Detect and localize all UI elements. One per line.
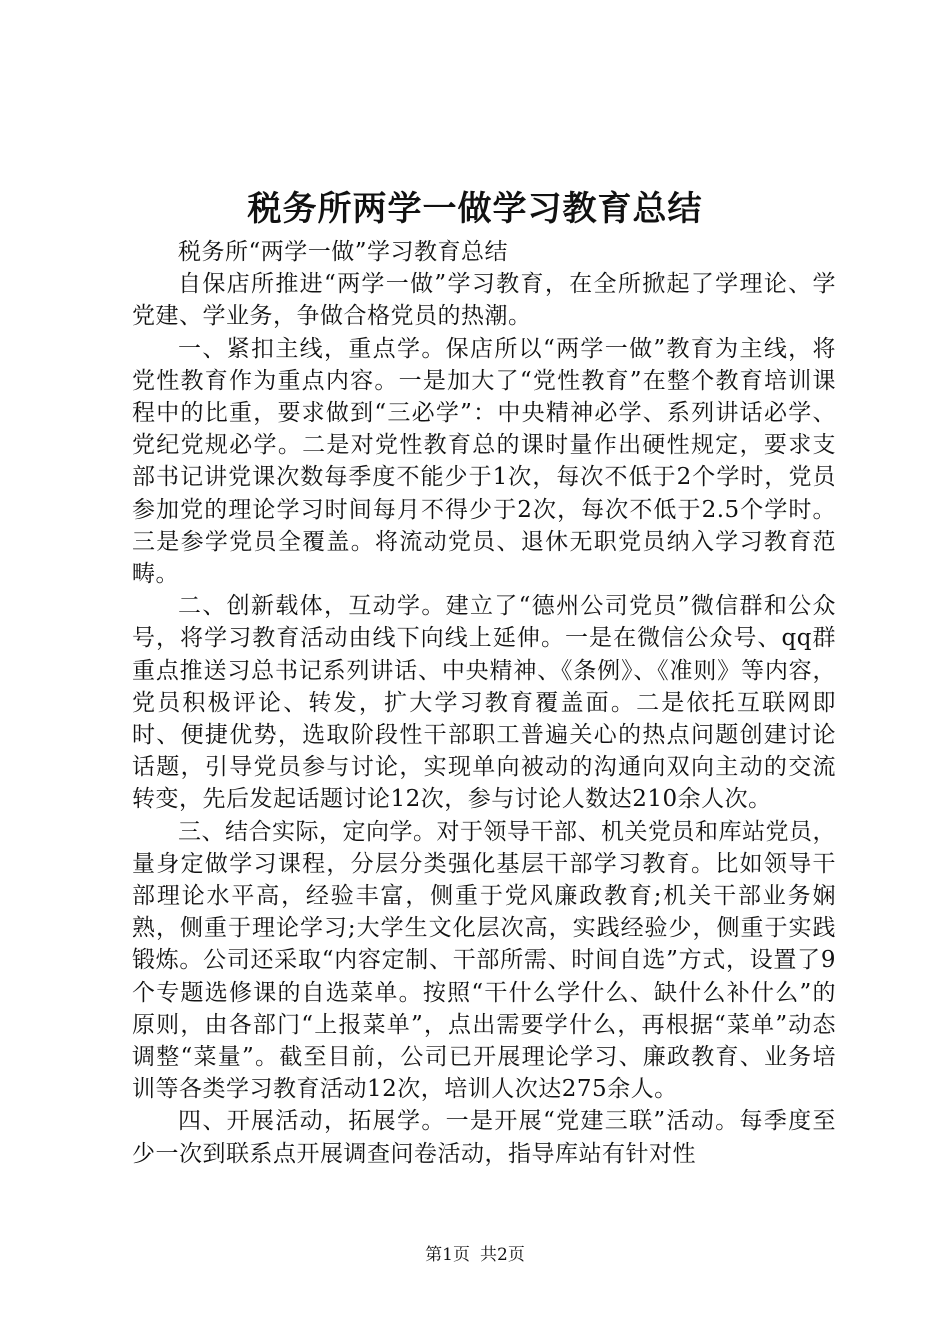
page-number: 第1页 (425, 1245, 470, 1265)
page-footer (0, 1243, 950, 1267)
paragraph-section-4: 四、开展活动，拓展学。一是开展“党建三联”活动。每季度至少一次到联系点开展调查问卷活动，指导库站有针对性 (132, 1108, 836, 1167)
document-title: 税务所两学一做学习教育总结 (247, 189, 703, 229)
paragraph-intro: 自保店所推进“两学一做”学习教育，在全所掀起了学理论、学党建、学业务，争做合格党员的热潮。 (132, 271, 836, 330)
paragraph-subtitle: 税务所“两学一做”学习教育总结 (178, 239, 509, 265)
paragraph-section-1: 一、紧扣主线，重点学。保店所以“两学一做”教育为主线，将党性教育作为重点内容。一是加大了“党性教育”在整个教育培训课程中的比重，要求做到“三必学”：中央精神必学、系列讲话必学、党纪党规必学。二是对党性教育总的课时量作出硬性规定，要求支部书记讲党课次数每季度不能少于1次，每次不低于2个学时，党员参加党的理论学习时间每月不得少于2次，每次不低于2.5个学时。三是参学党员全覆盖。将流动党员、退休无职党员纳入学习教育范畴。 (132, 335, 836, 588)
paragraph-section-3: 三、结合实际，定向学。对于领导干部、机关党员和库站党员，量身定做学习课程，分层分类强化基层干部学习教育。比如领导干部理论水平高，经验丰富，侧重于党风廉政教育;机关干部业务娴熟，侧重于理论学习;大学生文化层次高，实践经验少，侧重于实践锻炼。公司还采取“内容定制、干部所需、时间自选”方式，设置了9个专题选修课的自选菜单。按照“干什么学什么、缺什么补什么”的原则，由各部门“上报菜单”，点出需要学什么，再根据“菜单”动态调整“菜量”。截至目前，公司已开展理论学习、廉政教育、业务培训等各类学习教育活动12次，培训人次达275余人。 (132, 818, 836, 1103)
paragraph-section-2: 二、创新载体，互动学。建立了“德州公司党员”微信群和公众号，将学习教育活动由线下向线上延伸。一是在微信公众号、qq群重点推送习总书记系列讲话、中央精神、《条例》、《准则》等内容，党员积极评论、转发，扩大学习教育覆盖面。二是依托互联网即时、便捷优势，选取阶段性干部职工普遍关心的热点问题创建讨论话题，引导党员参与讨论，实现单向被动的沟通向双向主动的交流转变，先后发起话题讨论12次，参与讨论人数达210余人次。 (132, 593, 836, 813)
document-body (132, 236, 836, 1170)
page-total: 共2页 (480, 1245, 525, 1265)
